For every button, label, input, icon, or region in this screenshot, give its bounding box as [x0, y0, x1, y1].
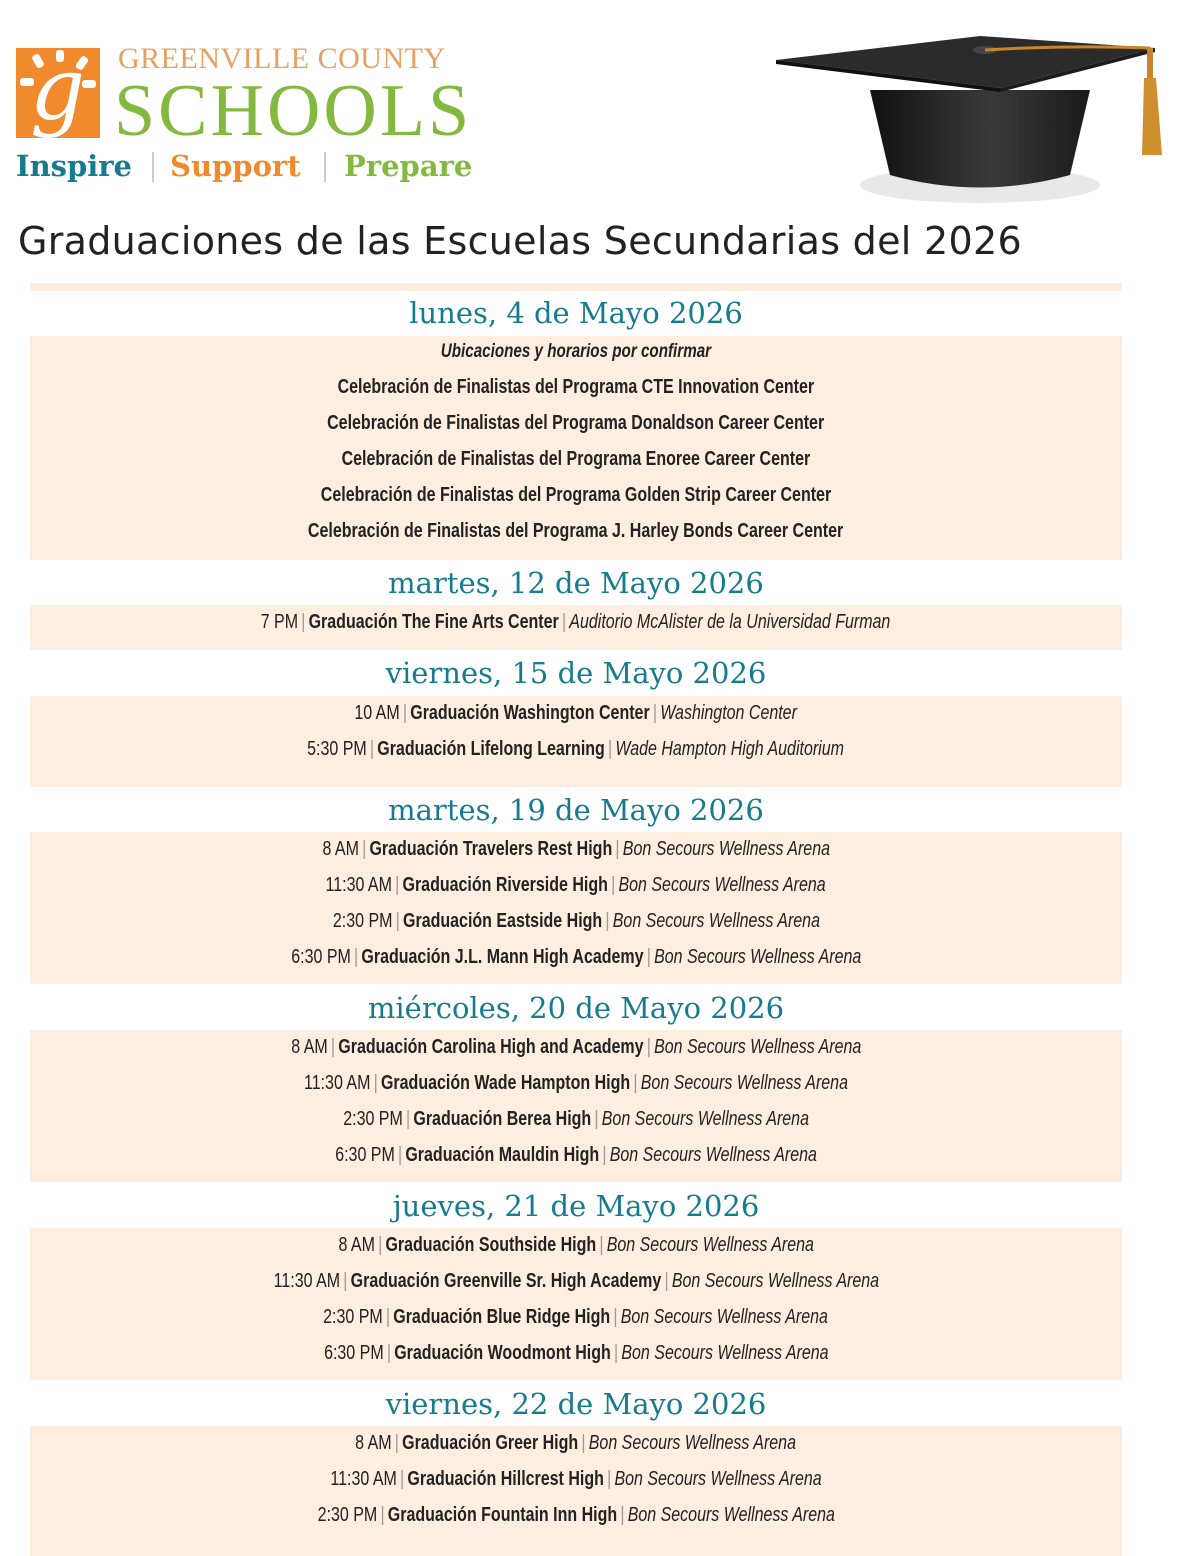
list-item-content [335, 1137, 817, 1173]
separator: | [613, 1342, 618, 1364]
separator: | [361, 838, 367, 860]
event-venue: Bon Secours Wellness Arena [606, 1234, 814, 1256]
event-time: 7 PM [261, 611, 299, 633]
event-time: 8 AM [322, 838, 359, 860]
event-name: Graduación The Fine Arts Center [309, 611, 560, 633]
list-item [30, 1065, 1122, 1101]
top-divider [30, 283, 1122, 291]
day-header: martes, 12 de Mayo 2026 [388, 566, 764, 600]
celebration-name: Celebración de Finalistas del Programa J. Harley Bonds Career Center [308, 520, 844, 542]
event-name: Graduación Lifelong Learning [377, 738, 606, 760]
list-item [30, 1461, 1122, 1497]
celebration-name: Celebración de Finalistas del Programa CTE Innovation Center [337, 376, 815, 398]
tagline-support: Support [170, 149, 301, 183]
separator: | [562, 611, 567, 633]
separator: | [380, 1504, 385, 1526]
list-item-content [304, 1065, 848, 1101]
day-header: jueves, 21 de Mayo 2026 [392, 1189, 760, 1223]
logo-letter: g [30, 48, 86, 138]
separator: | [403, 702, 408, 724]
separator: | [607, 1468, 612, 1490]
list-item [30, 369, 1122, 405]
list-item-content [327, 405, 824, 441]
list-item [30, 1497, 1122, 1533]
list-item-content [338, 1227, 814, 1263]
tagline-divider [152, 152, 154, 182]
event-venue: Washington Center [660, 702, 798, 724]
event-time: 2:30 PM [317, 1504, 377, 1526]
tagline-inspire: Inspire [16, 149, 132, 183]
list-item [30, 903, 1122, 939]
list-item [30, 604, 1122, 640]
separator: | [646, 1036, 651, 1058]
list-item [30, 333, 1122, 369]
separator: | [342, 1270, 348, 1292]
separator: | [395, 874, 400, 896]
separator: | [353, 946, 358, 968]
event-time: 11:30 AM [330, 1468, 397, 1490]
separator: | [611, 874, 616, 896]
event-name: Graduación Fountain Inn High [387, 1504, 617, 1526]
separator: | [301, 611, 306, 633]
separator: | [395, 910, 400, 932]
list-item [30, 831, 1122, 867]
celebration-name: Celebración de Finalistas del Programa Donaldson Career Center [327, 412, 825, 434]
event-time: 6:30 PM [290, 946, 351, 968]
list-item [30, 1263, 1122, 1299]
list-item-content [291, 939, 861, 975]
event-time: 5:30 PM [307, 738, 368, 760]
event-venue: Bon Secours Wellness Arena [612, 910, 820, 932]
event-name: Graduación Greenville Sr. High Academy [350, 1270, 661, 1292]
event-name: Graduación J.L. Mann High Academy [361, 946, 644, 968]
event-name: Graduación Riverside High [402, 874, 609, 896]
event-name: Graduación Woodmont High [393, 1342, 611, 1364]
event-venue: Auditorio McAlister de la Universidad Furman [569, 611, 891, 633]
separator: | [386, 1342, 391, 1364]
list-item [30, 1335, 1122, 1371]
district-logo [16, 42, 486, 188]
list-item [30, 1029, 1122, 1065]
separator: | [615, 838, 620, 860]
list-item-content [356, 1425, 797, 1461]
event-time: 6:30 PM [335, 1144, 395, 1166]
schedule-note: Ubicaciones y horarios por confirmar [440, 341, 712, 362]
event-name: Graduación Washington Center [410, 702, 651, 724]
event-time: 6:30 PM [323, 1342, 384, 1364]
list-item [30, 405, 1122, 441]
separator: | [604, 910, 610, 932]
celebration-name: Celebración de Finalistas del Programa Golden Strip Career Center [320, 484, 832, 506]
list-item [30, 939, 1122, 975]
tagline-prepare: Prepare [344, 149, 473, 183]
event-venue: Bon Secours Wellness Arena [621, 1306, 829, 1328]
event-name: Graduación Eastside High [402, 910, 602, 932]
separator: | [633, 1072, 638, 1094]
list-item-content [308, 731, 845, 767]
separator: | [386, 1306, 391, 1328]
list-item-content [338, 369, 815, 405]
list-item-content [355, 695, 798, 731]
event-time: 8 AM [338, 1234, 375, 1256]
logo-schools: SCHOOLS [114, 70, 473, 152]
event-venue: Bon Secours Wellness Arena [653, 946, 862, 968]
separator: | [397, 1144, 403, 1166]
list-item-content [322, 831, 830, 867]
event-name: Graduación Blue Ridge High [393, 1306, 611, 1328]
event-venue: Bon Secours Wellness Arena [671, 1270, 879, 1292]
event-name: Graduación Southside High [385, 1234, 596, 1256]
event-venue: Bon Secours Wellness Arena [589, 1432, 797, 1454]
list-item [30, 477, 1122, 513]
celebration-name: Celebración de Finalistas del Programa Enoree Career Center [341, 448, 811, 470]
graduation-cap-image [770, 30, 1170, 210]
logo-mark [16, 48, 100, 138]
separator: | [613, 1306, 618, 1328]
event-venue: Bon Secours Wellness Arena [622, 838, 830, 860]
event-name: Graduación Carolina High and Academy [337, 1036, 644, 1058]
list-item-content [342, 441, 811, 477]
separator: | [620, 1504, 625, 1526]
event-time: 2:30 PM [323, 1306, 384, 1328]
list-item [30, 1425, 1122, 1461]
list-item-content [324, 1299, 829, 1335]
list-item [30, 1299, 1122, 1335]
separator: | [370, 738, 375, 760]
list-item-content [343, 1101, 809, 1137]
tagline-divider [324, 152, 326, 182]
event-venue: Bon Secours Wellness Arena [618, 874, 827, 896]
event-name: Graduación Wade Hampton High [381, 1072, 631, 1094]
event-name: Graduación Hillcrest High [407, 1468, 604, 1490]
logo-county: GREENVILLE COUNTY [118, 42, 446, 75]
list-item-content [321, 477, 831, 513]
event-venue: Bon Secours Wellness Arena [609, 1144, 817, 1166]
list-item [30, 513, 1122, 549]
separator: | [664, 1270, 669, 1292]
event-venue: Bon Secours Wellness Arena [627, 1504, 835, 1526]
separator: | [581, 1432, 586, 1454]
separator: | [395, 1432, 400, 1454]
page-title: Graduaciones de las Escuelas Secundarias del 2026 [18, 219, 1022, 263]
list-item [30, 695, 1122, 731]
separator: | [646, 946, 651, 968]
day-header: martes, 19 de Mayo 2026 [388, 793, 764, 827]
event-name: Graduación Mauldin High [405, 1144, 600, 1166]
event-venue: Wade Hampton High Auditorium [615, 738, 845, 760]
list-item [30, 867, 1122, 903]
list-item-content [441, 333, 711, 370]
separator: | [405, 1108, 411, 1130]
event-time: 10 AM [354, 702, 401, 724]
day-header: viernes, 15 de Mayo 2026 [385, 656, 767, 690]
event-venue: Bon Secours Wellness Arena [601, 1108, 809, 1130]
event-time: 2:30 PM [343, 1108, 403, 1130]
list-item [30, 731, 1122, 767]
event-venue: Bon Secours Wellness Arena [621, 1342, 829, 1364]
separator: | [608, 738, 613, 760]
day-header: lunes, 4 de Mayo 2026 [409, 296, 743, 330]
list-item-content [308, 513, 843, 549]
list-item-content [317, 1497, 834, 1533]
separator: | [377, 1234, 383, 1256]
separator: | [399, 1468, 405, 1490]
list-item [30, 1137, 1122, 1173]
event-time: 8 AM [290, 1036, 328, 1058]
separator: | [373, 1072, 378, 1094]
event-venue: Bon Secours Wellness Arena [653, 1036, 862, 1058]
list-item-content [330, 1461, 821, 1497]
event-time: 2:30 PM [332, 910, 393, 932]
event-name: Graduación Berea High [413, 1108, 592, 1130]
list-item [30, 441, 1122, 477]
list-item-content [261, 604, 891, 640]
event-time: 11:30 AM [325, 874, 393, 896]
event-name: Graduación Travelers Rest High [369, 838, 612, 860]
event-venue: Bon Secours Wellness Arena [614, 1468, 822, 1490]
separator: | [330, 1036, 335, 1058]
event-name: Graduación Greer High [402, 1432, 579, 1454]
separator: | [594, 1108, 599, 1130]
list-item-content [324, 1335, 829, 1371]
list-item [30, 1227, 1122, 1263]
event-time: 8 AM [355, 1432, 393, 1454]
separator: | [653, 702, 658, 724]
event-venue: Bon Secours Wellness Arena [640, 1072, 848, 1094]
separator: | [602, 1144, 607, 1166]
event-time: 11:30 AM [304, 1072, 371, 1094]
separator: | [599, 1234, 604, 1256]
day-header: viernes, 22 de Mayo 2026 [385, 1387, 767, 1421]
list-item-content [326, 867, 826, 903]
list-item-content [291, 1029, 861, 1065]
list-item [30, 1101, 1122, 1137]
list-item-content [332, 903, 819, 939]
day-header: miércoles, 20 de Mayo 2026 [367, 991, 785, 1025]
list-item-content [273, 1263, 878, 1299]
event-time: 11:30 AM [273, 1270, 340, 1292]
